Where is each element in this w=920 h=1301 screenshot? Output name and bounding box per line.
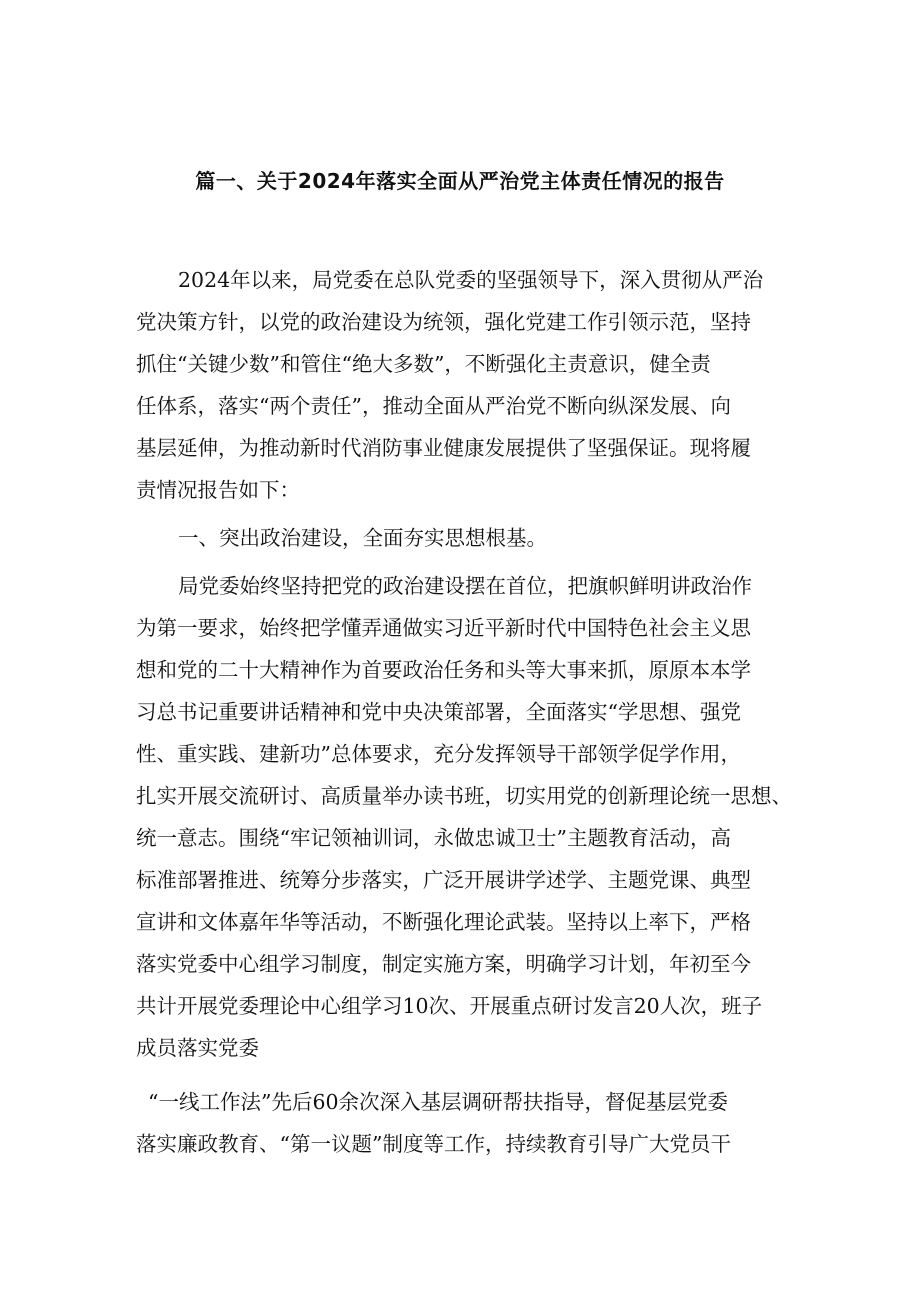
paragraph-line: 性、重实践、建新功”总体要求，充分发挥领导干部领学促学作用， xyxy=(136,742,741,766)
paragraph-line: 习总书记重要讲话精神和党中央决策部署，全面落实“学思想、强党 xyxy=(136,700,741,724)
paragraph-line: 统一意志。围绕“牢记领袖训词，永做忠诚卫士”主题教育活动，高 xyxy=(136,826,731,850)
paragraph-line: 党决策方针，以党的政治建设为统领，强化党建工作引领示范，坚持 xyxy=(136,310,751,334)
document-title: 篇一、关于2024年落实全面从严治党主体责任情况的报告 xyxy=(195,169,725,193)
paragraph-line: “一线工作法”先后60余次深入基层调研帮扶指导，督促基层党委 xyxy=(148,1090,729,1114)
paragraph-line: 宣讲和文体嘉年华等活动，不断强化理论武装。坚持以上率下，严格 xyxy=(136,910,751,934)
paragraph-line: 落实党委中心组学习制度，制定实施方案，明确学习计划，年初至今 xyxy=(136,952,751,976)
paragraph-line: 标准部署推进、统筹分步落实，广泛开展讲学述学、主题党课、典型 xyxy=(136,868,751,892)
paragraph-line: 扎实开展交流研讨、高质量举办读书班，切实用党的创新理论统一思想、 xyxy=(136,784,792,808)
paragraph-line: 抓住“关键少数”和管住“绝大多数”，不断强化主责意识，健全责 xyxy=(136,352,711,376)
paragraph-line: 成员落实党委 xyxy=(136,1036,259,1060)
paragraph-line: 共计开展党委理论中心组学习10次、开展重点研讨发言20人次，班子 xyxy=(136,994,763,1018)
paragraph-line: 基层延伸，为推动新时代消防事业健康发展提供了坚强保证。现将履 xyxy=(136,436,751,460)
paragraph-line: 想和党的二十大精神作为首要政治任务和头等大事来抓，原原本本学 xyxy=(136,658,751,682)
paragraph-line: 为第一要求，始终把学懂弄通做实习近平新时代中国特色社会主义思 xyxy=(136,616,751,640)
paragraph-line: 局党委始终坚持把党的政治建设摆在首位，把旗帜鲜明讲政治作 xyxy=(178,574,752,598)
paragraph-line: 落实廉政教育、“第一议题”制度等工作，持续教育引导广大党员干 xyxy=(136,1132,731,1156)
paragraph-line: 2024年以来，局党委在总队党委的坚强领导下，深入贯彻从严治 xyxy=(178,268,764,292)
paragraph-line: 任体系，落实“两个责任”，推动全面从严治党不断向纵深发展、向 xyxy=(136,394,731,418)
paragraph-line: 责情况报告如下： xyxy=(136,478,300,502)
section-heading: 一、突出政治建设，全面夯实思想根基。 xyxy=(178,526,547,550)
